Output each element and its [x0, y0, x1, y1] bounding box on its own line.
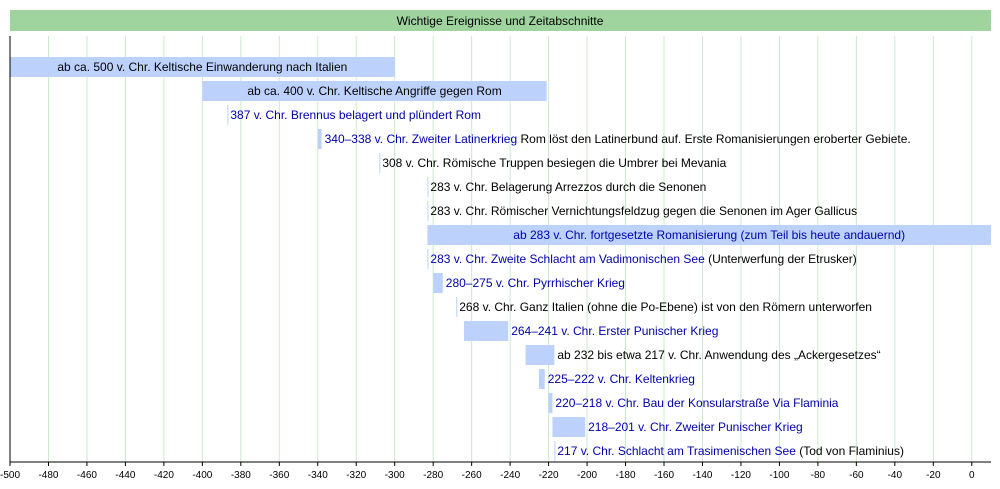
event-link[interactable]: 225–222 v. Chr. Keltenkrieg: [547, 372, 695, 386]
event-bar: [549, 393, 553, 413]
event-link[interactable]: 283 v. Chr. Zweite Schlacht am Vadimonischen See (Unterwerfung der Etrusker): [430, 252, 857, 266]
event-bar: [227, 105, 228, 125]
event-link[interactable]: 280–275 v. Chr. Pyrrhischer Krieg: [445, 276, 625, 290]
x-tick-label: 0: [968, 470, 975, 481]
x-tick-label: -220: [538, 470, 559, 481]
event-link[interactable]: 217 v. Chr. Schlacht am Trasimenischen See (Tod von Flaminius): [557, 444, 904, 458]
event-label: ab ca. 400 v. Chr. Keltische Angriffe gegen Rom: [247, 84, 502, 98]
x-tick-label: -480: [38, 470, 59, 481]
x-tick-label: -120: [730, 470, 751, 481]
event-bar: [456, 297, 457, 317]
event-bar: [379, 153, 380, 173]
x-tick-label: -320: [346, 470, 367, 481]
x-tick-label: -380: [230, 470, 251, 481]
event-bar: [539, 369, 545, 389]
event-bar: [433, 273, 443, 293]
x-tick-label: -140: [692, 470, 713, 481]
event-bar: [427, 177, 428, 197]
event-link[interactable]: 387 v. Chr. Brennus belagert und plündert Rom: [230, 108, 481, 122]
event-bar: [427, 201, 428, 221]
event-note: (Unterwerfung der Etrusker): [704, 252, 857, 266]
x-tick-label: -420: [153, 470, 174, 481]
event-label: ab 232 bis etwa 217 v. Chr. Anwendung des „Ackergesetzes“: [557, 348, 881, 362]
event-link[interactable]: 340–338 v. Chr. Zweiter Latinerkrieg Rom löst den Latinerbund auf. Erste Romanisierungen eroberter Gebiete.: [324, 132, 911, 146]
x-tick-label: -280: [423, 470, 444, 481]
x-tick-label: -460: [76, 470, 97, 481]
event-note: (Tod von Flaminius): [795, 444, 904, 458]
x-tick-label: -20: [926, 470, 941, 481]
event-label: ab ca. 500 v. Chr. Keltische Einwanderung nach Italien: [57, 60, 348, 74]
event-bar: [464, 321, 508, 341]
x-tick-label: -60: [849, 470, 864, 481]
event-link[interactable]: 264–241 v. Chr. Erster Punischer Krieg: [511, 324, 719, 338]
x-tick-label: -240: [500, 470, 521, 481]
event-link[interactable]: 218–201 v. Chr. Zweiter Punischer Krieg: [588, 420, 803, 434]
x-tick-label: -100: [769, 470, 790, 481]
event-bar: [526, 345, 555, 365]
x-tick-label: -360: [269, 470, 290, 481]
event-label: 308 v. Chr. Römische Truppen besiegen die Umbrer bei Mevania: [382, 156, 727, 170]
event-label: 283 v. Chr. Belagerung Arrezzos durch die Senonen: [430, 180, 707, 194]
event-note: Rom löst den Latinerbund auf. Erste Romanisierungen eroberter Gebiete.: [517, 132, 911, 146]
x-tick-label: -440: [115, 470, 136, 481]
event-bar: [318, 129, 322, 149]
x-tick-label: -500: [0, 470, 21, 481]
x-tick-label: -300: [384, 470, 405, 481]
chart-title: Wichtige Ereignisse und Zeitabschnitte: [396, 14, 604, 28]
event-link[interactable]: ab 283 v. Chr. fortgesetzte Romanisierung (zum Teil bis heute andauernd): [513, 228, 906, 242]
event-link[interactable]: 220–218 v. Chr. Bau der Konsularstraße Via Flaminia: [555, 396, 839, 410]
x-tick-label: -160: [653, 470, 675, 481]
x-tick-label: -340: [307, 470, 328, 481]
x-tick-label: -200: [577, 470, 598, 481]
x-tick-label: -80: [810, 470, 826, 481]
event-bar: [427, 249, 428, 269]
event-label: 283 v. Chr. Römischer Vernichtungsfeldzug gegen die Senonen im Ager Gallicus: [430, 204, 858, 218]
event-bar: [552, 417, 585, 437]
x-tick-label: -180: [615, 470, 636, 481]
x-tick-label: -400: [192, 470, 213, 481]
x-tick-label: -40: [887, 470, 903, 481]
x-tick-label: -260: [461, 470, 482, 481]
event-label: 268 v. Chr. Ganz Italien (ohne die Po-Ebene) ist von den Römern unterworfen: [459, 300, 872, 314]
event-bar: [554, 441, 555, 461]
